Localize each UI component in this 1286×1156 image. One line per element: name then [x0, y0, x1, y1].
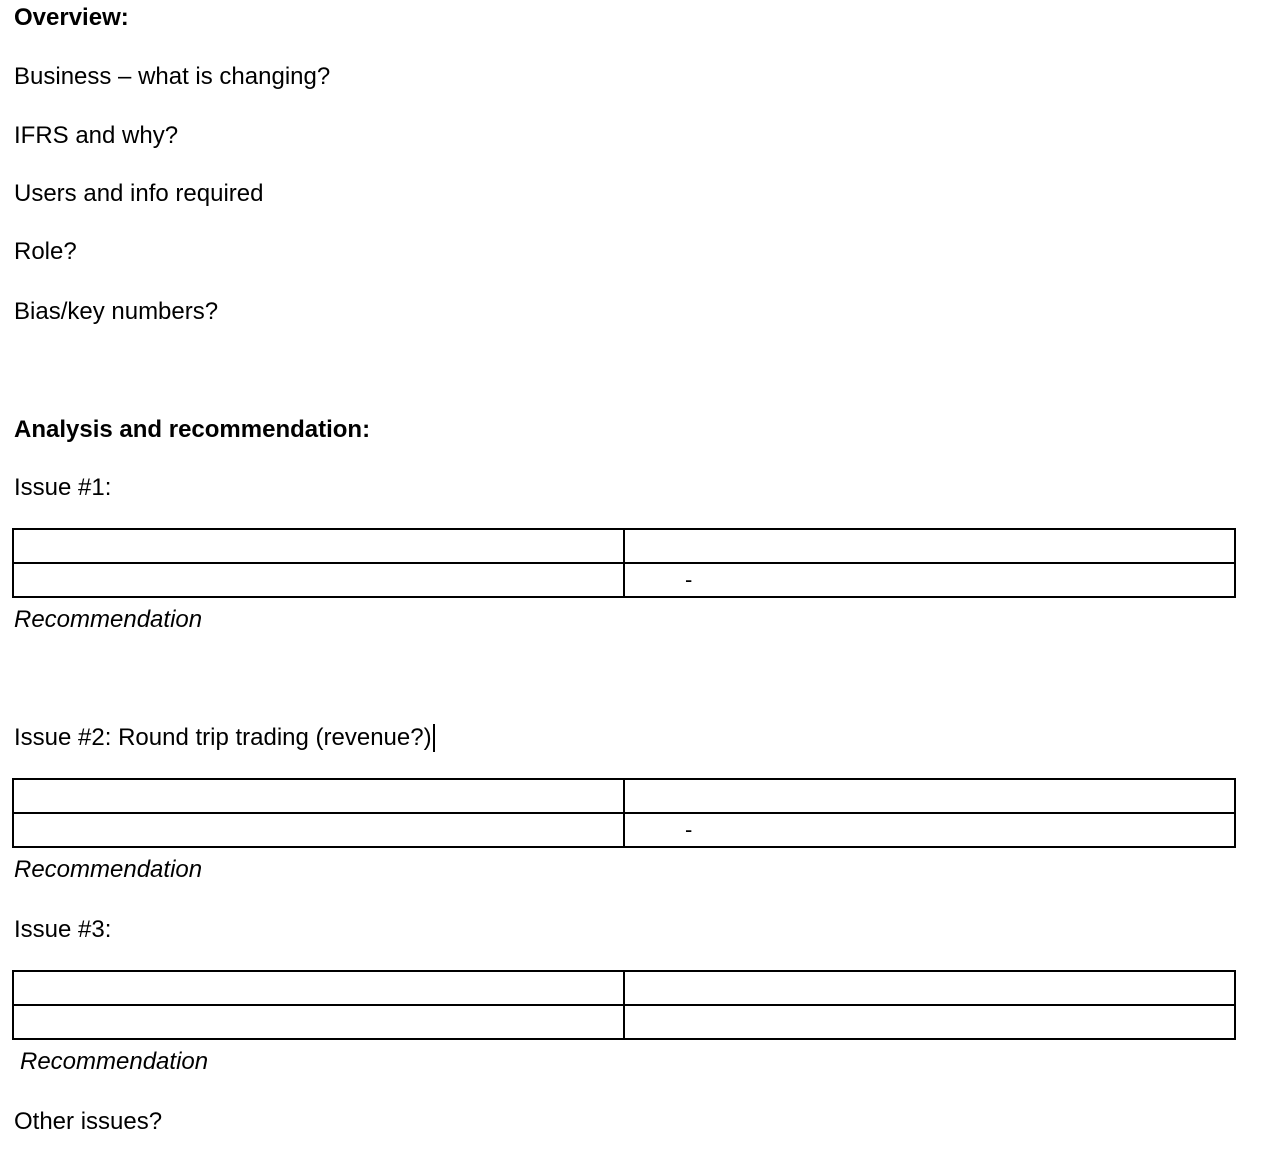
table-cell[interactable]	[13, 1005, 624, 1039]
table-cell[interactable]: -	[624, 563, 1235, 597]
other-issues: Other issues?	[14, 1108, 163, 1135]
overview-item-bias: Bias/key numbers?	[14, 298, 219, 325]
table-cell[interactable]	[13, 971, 624, 1005]
issue-1-recommendation: Recommendation	[14, 606, 203, 633]
table-row	[13, 971, 1235, 1005]
table-row	[13, 563, 1235, 597]
table-row	[13, 779, 1235, 813]
issue-1-title: Issue #1:	[14, 474, 112, 501]
issue-3-recommendation: Recommendation	[20, 1048, 209, 1075]
table-cell[interactable]	[13, 813, 624, 847]
table-cell[interactable]	[13, 529, 624, 563]
issue-1-table	[12, 528, 1236, 598]
table-cell[interactable]	[13, 779, 624, 813]
overview-item-ifrs: IFRS and why?	[14, 122, 179, 149]
table-row	[13, 813, 1235, 847]
text-cursor	[433, 724, 435, 752]
overview-item-users: Users and info required	[14, 180, 264, 207]
issue-3-table	[12, 970, 1236, 1040]
overview-item-role: Role?	[14, 238, 77, 265]
issue-2-title-line[interactable]	[14, 724, 435, 752]
overview-heading: Overview:	[14, 4, 129, 31]
table-cell[interactable]	[624, 1005, 1235, 1039]
table-cell[interactable]	[624, 529, 1235, 563]
table-cell[interactable]	[624, 971, 1235, 1005]
table-row	[13, 1005, 1235, 1039]
issue-2-recommendation: Recommendation	[14, 856, 203, 883]
issue-2-title: Issue #2: Round trip trading (revenue?)	[14, 724, 432, 751]
issue-3-title: Issue #3:	[14, 916, 112, 943]
table-cell[interactable]: -	[624, 813, 1235, 847]
table-cell[interactable]	[13, 563, 624, 597]
table-row	[13, 529, 1235, 563]
overview-item-business: Business – what is changing?	[14, 63, 331, 90]
table-cell[interactable]	[624, 779, 1235, 813]
analysis-heading: Analysis and recommendation:	[14, 416, 371, 443]
issue-2-table	[12, 778, 1236, 848]
